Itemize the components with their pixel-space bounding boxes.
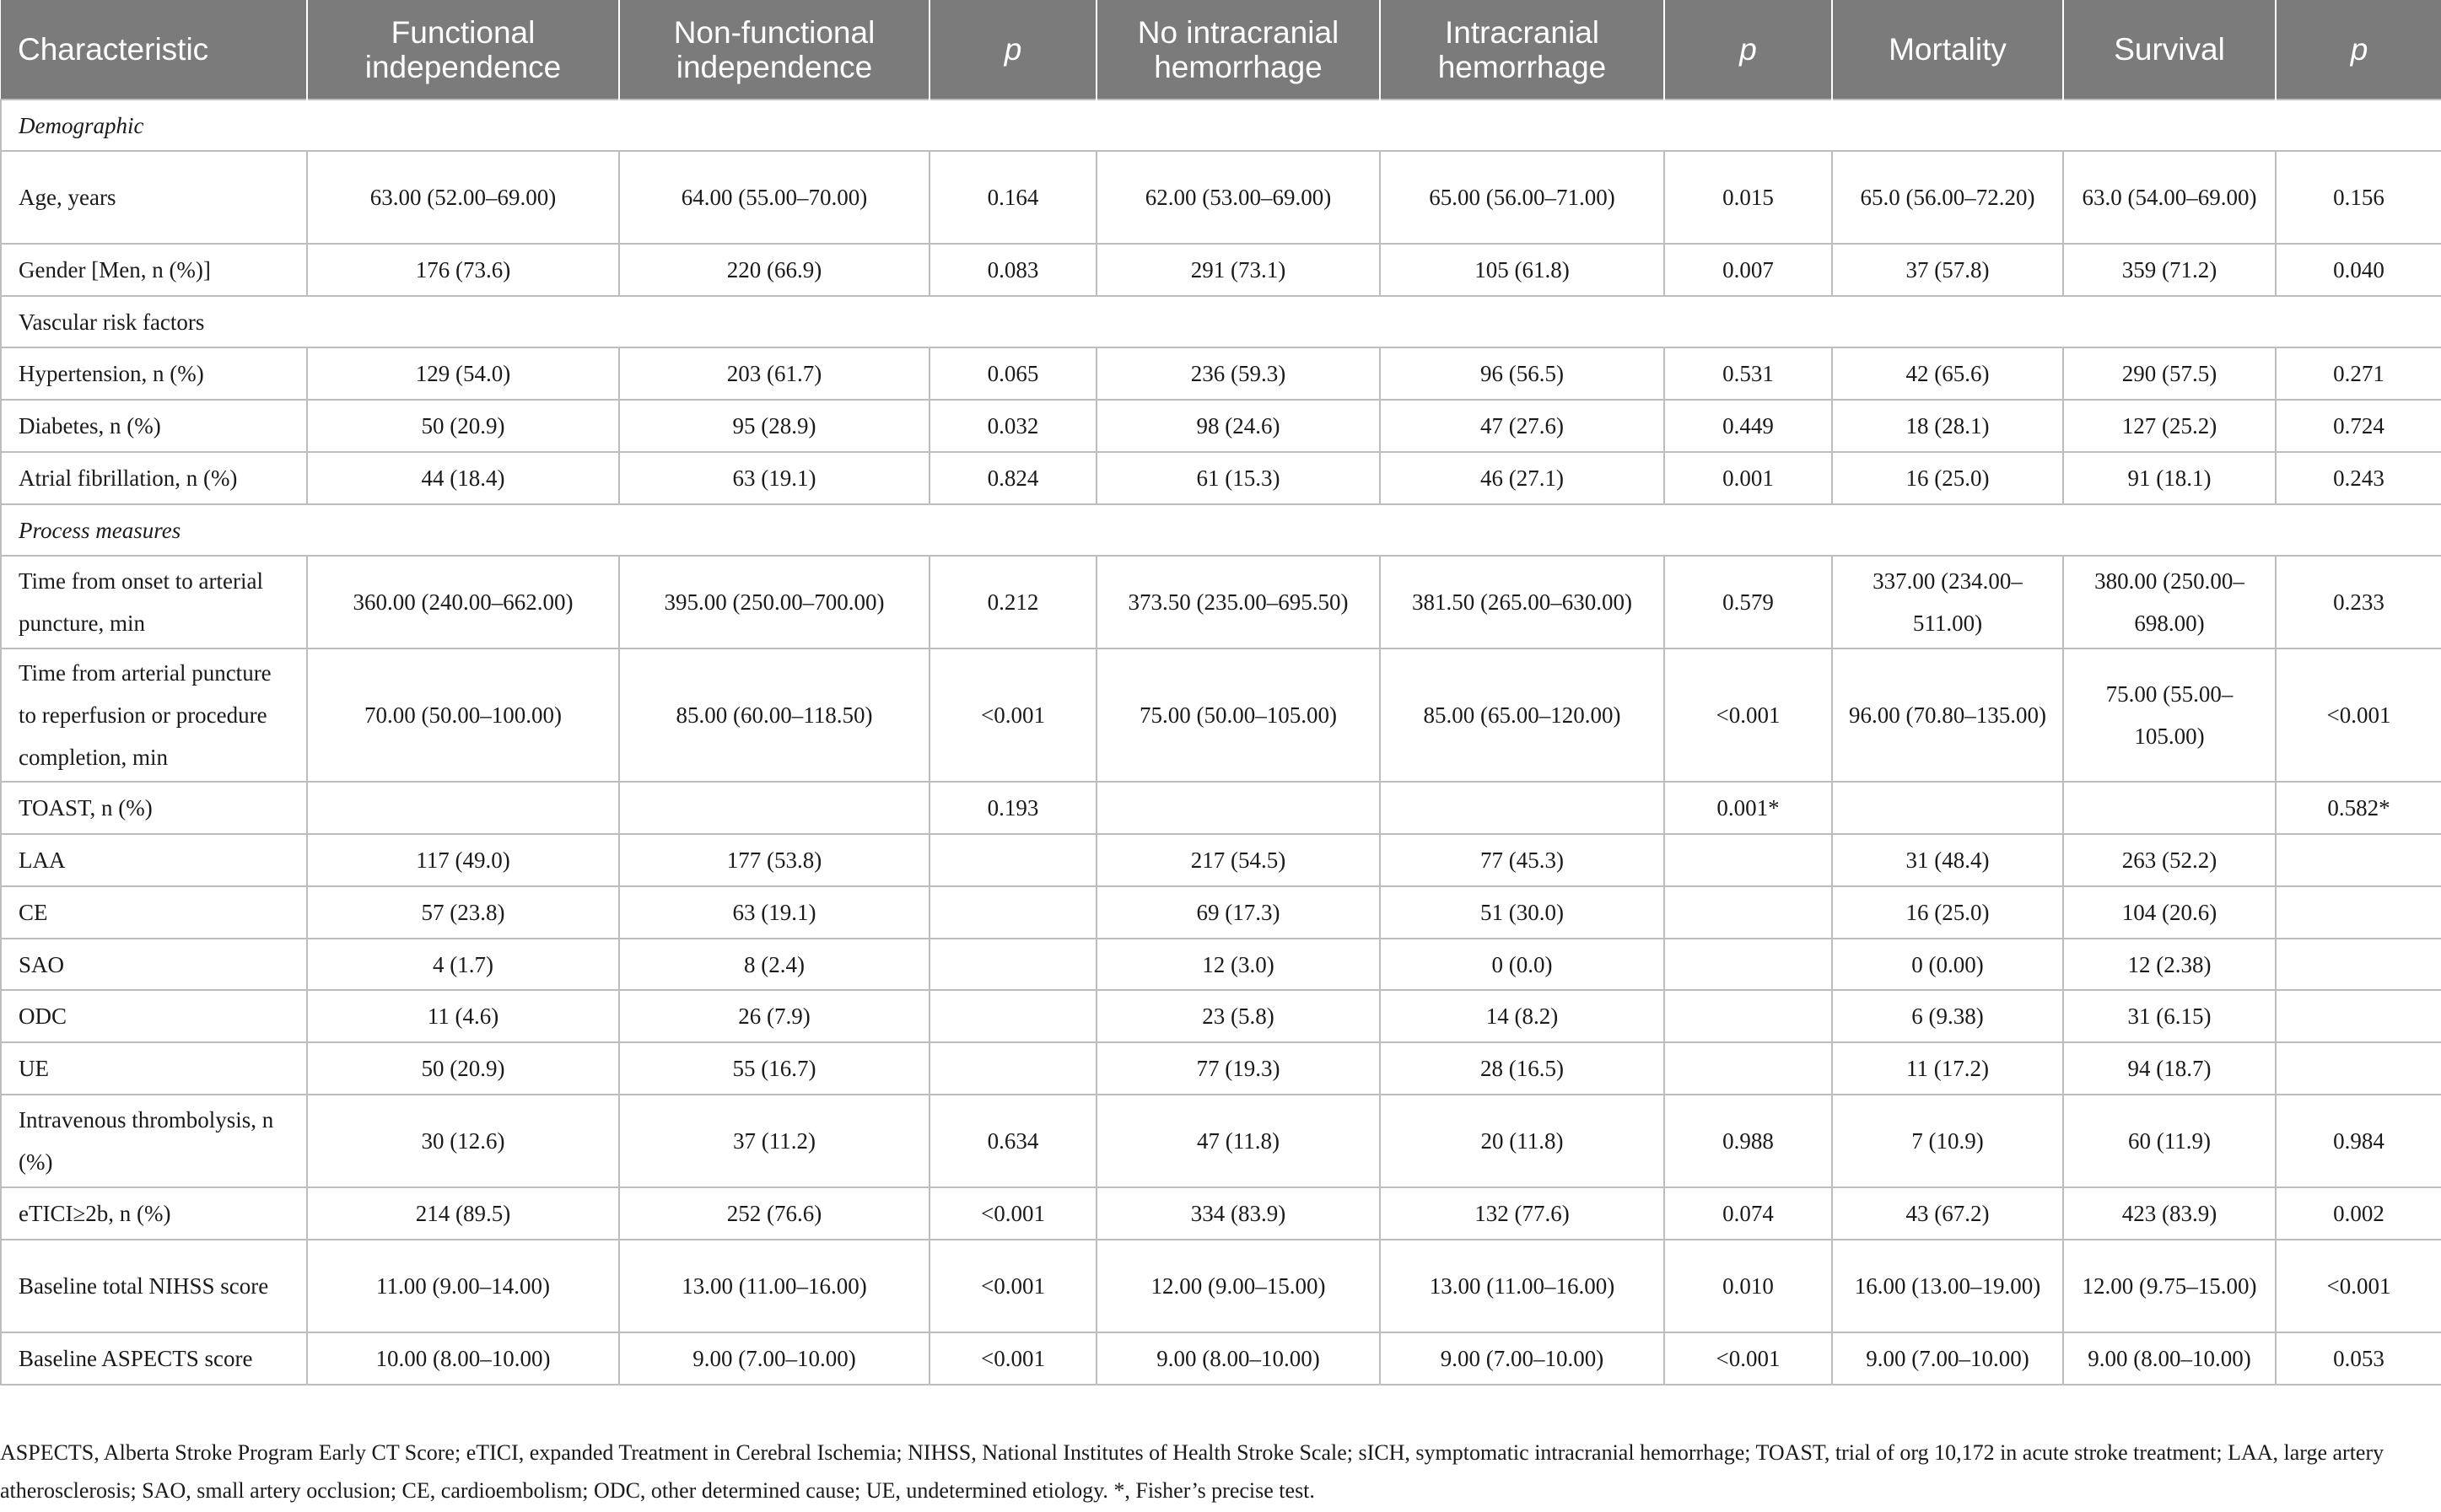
p-value-cell: 0.007 <box>1664 244 1832 296</box>
p-value-cell <box>2276 1042 2441 1095</box>
table-cell: 334 (83.9) <box>1097 1187 1380 1240</box>
p-value-cell: 0.032 <box>930 400 1097 452</box>
row-label: Baseline total NIHSS score <box>1 1240 307 1332</box>
table-cell: 220 (66.9) <box>619 244 930 296</box>
table-row <box>1 1042 2441 1095</box>
p-value-cell <box>1664 990 1832 1042</box>
table-cell <box>1832 782 2063 834</box>
table-cell: 0 (0.0) <box>1380 939 1664 990</box>
header-non-functional-independence: Non-functional independence <box>619 0 930 100</box>
table-cell: 236 (59.3) <box>1097 347 1380 400</box>
p-value-cell: 0.988 <box>1664 1095 1832 1187</box>
table-cell: 75.00 (50.00–105.00) <box>1097 648 1380 782</box>
table-cell: 360.00 (240.00–662.00) <box>307 556 619 648</box>
table-cell: 9.00 (7.00–10.00) <box>619 1332 930 1385</box>
table-cell: 6 (9.38) <box>1832 990 2063 1042</box>
table-cell: 85.00 (65.00–120.00) <box>1380 648 1664 782</box>
table-cell: 37 (57.8) <box>1832 244 2063 296</box>
p-value-cell: 0.156 <box>2276 151 2441 244</box>
table-row <box>1 1332 2441 1385</box>
table-cell: 12.00 (9.75–15.00) <box>2063 1240 2276 1332</box>
p-value-cell: 0.001 <box>1664 452 1832 504</box>
header-intracranial-hemorrhage: Intracranial hemorrhage <box>1380 0 1664 100</box>
row-label: Age, years <box>1 151 307 244</box>
table-cell: 11.00 (9.00–14.00) <box>307 1240 619 1332</box>
p-value-cell: 0.015 <box>1664 151 1832 244</box>
row-label: Diabetes, n (%) <box>1 400 307 452</box>
row-label: CE <box>1 886 307 939</box>
table-cell: 10.00 (8.00–10.00) <box>307 1332 619 1385</box>
table-cell: 18 (28.1) <box>1832 400 2063 452</box>
table-cell: 63.0 (54.00–69.00) <box>2063 151 2276 244</box>
p-value-cell: 0.824 <box>930 452 1097 504</box>
table-cell: 14 (8.2) <box>1380 990 1664 1042</box>
table-cell: 69 (17.3) <box>1097 886 1380 939</box>
table-row <box>1 1240 2441 1332</box>
table-cell: 91 (18.1) <box>2063 452 2276 504</box>
p-value-cell: 0.065 <box>930 347 1097 400</box>
table-cell: 65.0 (56.00–72.20) <box>1832 151 2063 244</box>
table-cell: 12 (3.0) <box>1097 939 1380 990</box>
p-value-cell: <0.001 <box>1664 648 1832 782</box>
p-value-cell <box>930 939 1097 990</box>
table-cell: 62.00 (53.00–69.00) <box>1097 151 1380 244</box>
p-value-cell <box>2276 886 2441 939</box>
p-value-cell <box>2276 834 2441 886</box>
p-value-cell: 0.271 <box>2276 347 2441 400</box>
table-cell: 42 (65.6) <box>1832 347 2063 400</box>
table-cell: 16 (25.0) <box>1832 452 2063 504</box>
row-label: Time from onset to arterial puncture, min <box>1 556 307 648</box>
table-row <box>1 244 2441 296</box>
table-cell: 31 (6.15) <box>2063 990 2276 1042</box>
table-cell: 30 (12.6) <box>307 1095 619 1187</box>
p-value-cell: 0.582* <box>2276 782 2441 834</box>
table-cell: 9.00 (7.00–10.00) <box>1380 1332 1664 1385</box>
table-cell: 4 (1.7) <box>307 939 619 990</box>
row-label: Intravenous thrombolysis, n (%) <box>1 1095 307 1187</box>
table-cell <box>619 782 930 834</box>
table-cell: 85.00 (60.00–118.50) <box>619 648 930 782</box>
table-cell: 44 (18.4) <box>307 452 619 504</box>
table-cell: 55 (16.7) <box>619 1042 930 1095</box>
table-cell: 127 (25.2) <box>2063 400 2276 452</box>
p-value-cell: 0.449 <box>1664 400 1832 452</box>
table-cell: 95 (28.9) <box>619 400 930 452</box>
p-value-cell <box>930 990 1097 1042</box>
section-label: Process measures <box>1 504 2441 556</box>
table-row <box>1 1187 2441 1240</box>
table-cell: 46 (27.1) <box>1380 452 1664 504</box>
table-cell: 359 (71.2) <box>2063 244 2276 296</box>
p-value-cell <box>1664 886 1832 939</box>
table-cell: 337.00 (234.00–511.00) <box>1832 556 2063 648</box>
p-value-cell: 0.074 <box>1664 1187 1832 1240</box>
table-cell: 60 (11.9) <box>2063 1095 2276 1187</box>
table-cell: 373.50 (235.00–695.50) <box>1097 556 1380 648</box>
p-value-cell: <0.001 <box>1664 1332 1832 1385</box>
table-cell: 105 (61.8) <box>1380 244 1664 296</box>
table-cell <box>1097 782 1380 834</box>
table-cell: 9.00 (7.00–10.00) <box>1832 1332 2063 1385</box>
row-label: UE <box>1 1042 307 1095</box>
row-label: Baseline ASPECTS score <box>1 1332 307 1385</box>
p-value-cell: 0.083 <box>930 244 1097 296</box>
table-cell: 9.00 (8.00–10.00) <box>1097 1332 1380 1385</box>
table-cell <box>1380 782 1664 834</box>
header-row <box>1 0 2441 100</box>
table-cell: 252 (76.6) <box>619 1187 930 1240</box>
table-row <box>1 648 2441 782</box>
table-cell: 70.00 (50.00–100.00) <box>307 648 619 782</box>
table-cell: 37 (11.2) <box>619 1095 930 1187</box>
header-characteristic: Characteristic <box>1 0 307 100</box>
table-row <box>1 347 2441 400</box>
row-label: Gender [Men, n (%)] <box>1 244 307 296</box>
table-cell: 75.00 (55.00–105.00) <box>2063 648 2276 782</box>
table-cell: 176 (73.6) <box>307 244 619 296</box>
table-cell: 291 (73.1) <box>1097 244 1380 296</box>
header-no-intracranial-hemorrhage: No intracranial hemorrhage <box>1097 0 1380 100</box>
p-value-cell: <0.001 <box>930 648 1097 782</box>
section-row <box>1 296 2441 347</box>
table-cell: 47 (11.8) <box>1097 1095 1380 1187</box>
table-cell: 13.00 (11.00–16.00) <box>1380 1240 1664 1332</box>
table-row <box>1 151 2441 244</box>
p-value-cell: 0.010 <box>1664 1240 1832 1332</box>
p-value-cell <box>1664 834 1832 886</box>
table-cell: 214 (89.5) <box>307 1187 619 1240</box>
table-cell: 263 (52.2) <box>2063 834 2276 886</box>
p-value-cell: 0.233 <box>2276 556 2441 648</box>
p-value-cell: 0.531 <box>1664 347 1832 400</box>
p-value-cell: <0.001 <box>930 1332 1097 1385</box>
section-label: Demographic <box>1 100 2441 151</box>
header-p-value: p <box>1664 0 1832 100</box>
table-cell: 16.00 (13.00–19.00) <box>1832 1240 2063 1332</box>
table-cell: 47 (27.6) <box>1380 400 1664 452</box>
p-value-cell: 0.164 <box>930 151 1097 244</box>
table-cell: 7 (10.9) <box>1832 1095 2063 1187</box>
table-cell: 8 (2.4) <box>619 939 930 990</box>
table-cell: 96 (56.5) <box>1380 347 1664 400</box>
row-label: eTICI≥2b, n (%) <box>1 1187 307 1240</box>
table-cell: 51 (30.0) <box>1380 886 1664 939</box>
table-row <box>1 452 2441 504</box>
p-value-cell <box>930 886 1097 939</box>
table-cell: 104 (20.6) <box>2063 886 2276 939</box>
section-row <box>1 504 2441 556</box>
row-label: Hypertension, n (%) <box>1 347 307 400</box>
p-value-cell: 0.243 <box>2276 452 2441 504</box>
table-cell: 23 (5.8) <box>1097 990 1380 1042</box>
p-value-cell: 0.040 <box>2276 244 2441 296</box>
table-cell: 65.00 (56.00–71.00) <box>1380 151 1664 244</box>
table-cell <box>307 782 619 834</box>
table-cell: 63 (19.1) <box>619 452 930 504</box>
p-value-cell: 0.634 <box>930 1095 1097 1187</box>
table-row <box>1 834 2441 886</box>
table-cell: 28 (16.5) <box>1380 1042 1664 1095</box>
table-cell: 381.50 (265.00–630.00) <box>1380 556 1664 648</box>
row-label: SAO <box>1 939 307 990</box>
table-cell: 63 (19.1) <box>619 886 930 939</box>
row-label: ODC <box>1 990 307 1042</box>
table-cell: 0 (0.00) <box>1832 939 2063 990</box>
p-value-cell <box>930 1042 1097 1095</box>
table-cell: 57 (23.8) <box>307 886 619 939</box>
table-cell: 16 (25.0) <box>1832 886 2063 939</box>
table-cell: 132 (77.6) <box>1380 1187 1664 1240</box>
table-row <box>1 1095 2441 1187</box>
header-survival: Survival <box>2063 0 2276 100</box>
p-value-cell <box>930 834 1097 886</box>
table-row <box>1 990 2441 1042</box>
table-cell: 64.00 (55.00–70.00) <box>619 151 930 244</box>
p-value-cell: 0.001* <box>1664 782 1832 834</box>
table-cell: 203 (61.7) <box>619 347 930 400</box>
table-cell: 13.00 (11.00–16.00) <box>619 1240 930 1332</box>
row-label: TOAST, n (%) <box>1 782 307 834</box>
table-cell: 395.00 (250.00–700.00) <box>619 556 930 648</box>
table-cell: 12.00 (9.00–15.00) <box>1097 1240 1380 1332</box>
p-value-cell: 0.053 <box>2276 1332 2441 1385</box>
table-cell: 77 (45.3) <box>1380 834 1664 886</box>
table-cell: 12 (2.38) <box>2063 939 2276 990</box>
p-value-cell: 0.579 <box>1664 556 1832 648</box>
table-cell: 50 (20.9) <box>307 400 619 452</box>
table-cell: 423 (83.9) <box>2063 1187 2276 1240</box>
table-cell: 77 (19.3) <box>1097 1042 1380 1095</box>
row-label: Atrial fibrillation, n (%) <box>1 452 307 504</box>
p-value-cell: 0.002 <box>2276 1187 2441 1240</box>
p-value-cell: 0.724 <box>2276 400 2441 452</box>
table-cell: 290 (57.5) <box>2063 347 2276 400</box>
table-cell: 98 (24.6) <box>1097 400 1380 452</box>
section-label: Vascular risk factors <box>1 296 2441 347</box>
p-value-cell: <0.001 <box>930 1187 1097 1240</box>
table-cell <box>2063 782 2276 834</box>
header-p-value: p <box>2276 0 2441 100</box>
table-row <box>1 556 2441 648</box>
p-value-cell: <0.001 <box>930 1240 1097 1332</box>
row-label: LAA <box>1 834 307 886</box>
table-header <box>1 0 2441 100</box>
table-row <box>1 939 2441 990</box>
header-functional-independence: Functional independence <box>307 0 619 100</box>
table-row <box>1 400 2441 452</box>
table-cell: 63.00 (52.00–69.00) <box>307 151 619 244</box>
table-cell: 217 (54.5) <box>1097 834 1380 886</box>
row-label: Time from arterial puncture to reperfusion or procedure completion, min <box>1 648 307 782</box>
table-row <box>1 886 2441 939</box>
table-cell: 11 (17.2) <box>1832 1042 2063 1095</box>
p-value-cell <box>2276 939 2441 990</box>
table-cell: 9.00 (8.00–10.00) <box>2063 1332 2276 1385</box>
table-cell: 129 (54.0) <box>307 347 619 400</box>
table-cell: 50 (20.9) <box>307 1042 619 1095</box>
p-value-cell <box>2276 990 2441 1042</box>
header-p-value: p <box>930 0 1097 100</box>
table-cell: 26 (7.9) <box>619 990 930 1042</box>
p-value-cell: 0.212 <box>930 556 1097 648</box>
table-cell: 94 (18.7) <box>2063 1042 2276 1095</box>
table-cell: 11 (4.6) <box>307 990 619 1042</box>
table-row <box>1 782 2441 834</box>
p-value-cell: 0.193 <box>930 782 1097 834</box>
table-body <box>1 100 2441 1385</box>
table-cell: 20 (11.8) <box>1380 1095 1664 1187</box>
table-cell: 43 (67.2) <box>1832 1187 2063 1240</box>
p-value-cell: 0.984 <box>2276 1095 2441 1187</box>
table-cell: 380.00 (250.00–698.00) <box>2063 556 2276 648</box>
table-cell: 177 (53.8) <box>619 834 930 886</box>
table-cell: 61 (15.3) <box>1097 452 1380 504</box>
p-value-cell <box>1664 939 1832 990</box>
p-value-cell <box>1664 1042 1832 1095</box>
section-row <box>1 100 2441 151</box>
table-cell: 117 (49.0) <box>307 834 619 886</box>
p-value-cell: <0.001 <box>2276 648 2441 782</box>
table-cell: 96.00 (70.80–135.00) <box>1832 648 2063 782</box>
table-cell: 31 (48.4) <box>1832 834 2063 886</box>
table-footnote: ASPECTS, Alberta Stroke Program Early CT Score; eTICI, expanded Treatment in Cerebral Ischemia; NIHSS, National Institutes of Health Stroke Scale; sICH, symptomatic intracranial hemorrhage; TOAST, trial of org 10,172 in acute stroke treatment; LAA, large artery atherosclerosis; SAO, small artery occlusion; CE, cardioembolism; ODC, other determined cause; UE, undetermined etiology. *, Fisher’s precise test. <box>0 1440 2384 1503</box>
header-mortality: Mortality <box>1832 0 2063 100</box>
p-value-cell: <0.001 <box>2276 1240 2441 1332</box>
